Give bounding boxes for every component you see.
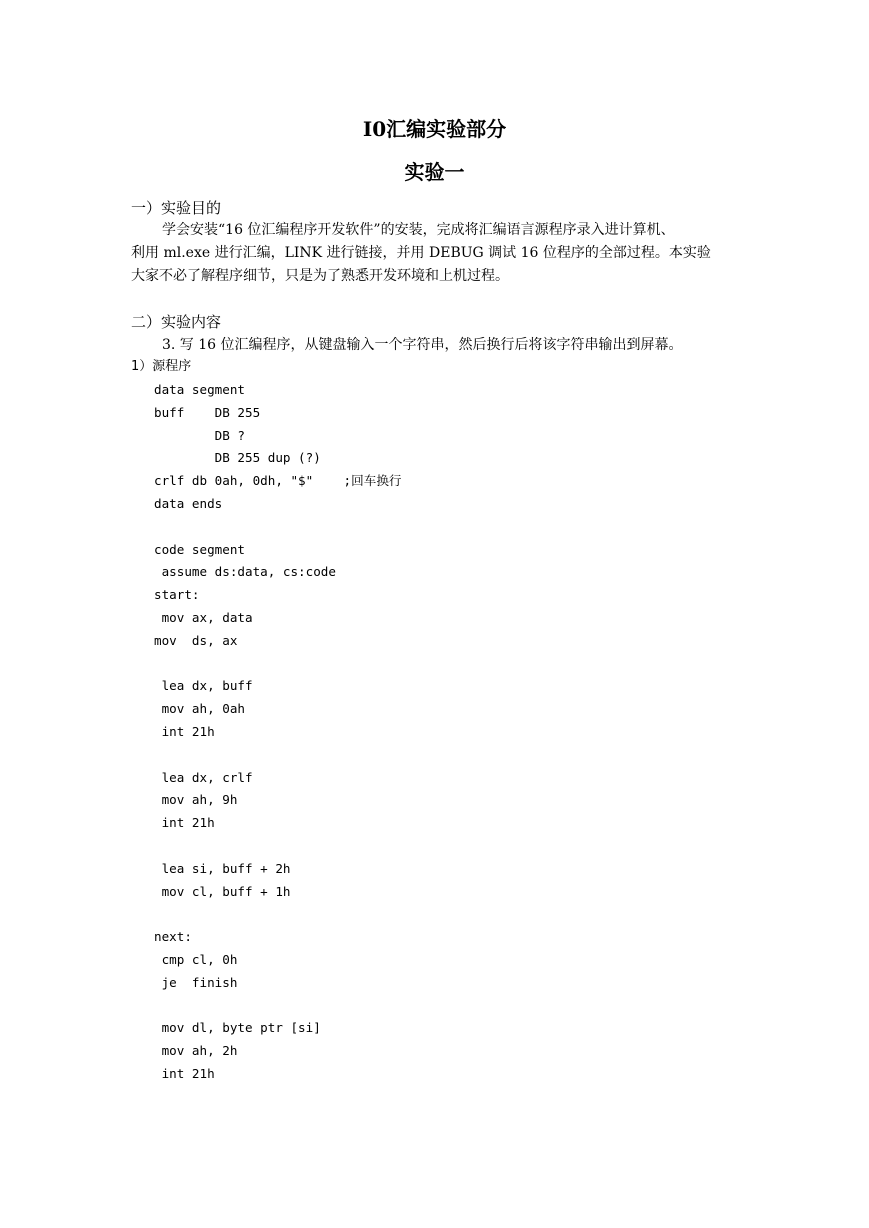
code-line: je finish — [154, 974, 238, 990]
purpose-line-1: 学会安装“16 位汇编程序开发软件”的安装，完成将汇编语言源程序录入进计算机、 — [162, 222, 675, 238]
code-line: DB 255 dup (?) — [154, 450, 321, 466]
code-line: mov ah, 0ah — [154, 701, 245, 717]
section-heading-content: 二）实验内容 — [131, 313, 222, 331]
purpose-line-2: 利用 ml.exe 进行汇编，LINK 进行链接，并用 DEBUG 调试 16 位程序的全部过程。本实验 — [131, 245, 711, 261]
code-line: mov ah, 2h — [154, 1043, 238, 1059]
code-line: start: — [154, 587, 200, 603]
code-line: mov cl, buff + 1h — [154, 883, 291, 899]
code-line: data ends — [154, 495, 223, 511]
code-line: next: — [154, 929, 192, 945]
code-line: int 21h — [154, 1065, 215, 1081]
purpose-line-3: 大家不必了解程序细节，只是为了熟悉开发环境和上机过程。 — [131, 268, 509, 284]
code-line: mov ds, ax — [154, 632, 238, 648]
code-line — [154, 516, 402, 539]
task-description: 3. 写 16 位汇编程序，从键盘输入一个字符串，然后换行后将该字符串输出到屏幕。 — [162, 337, 683, 353]
code-line — [154, 744, 402, 767]
code-line: data segment — [154, 382, 245, 397]
code-line: lea si, buff + 2h — [154, 860, 291, 876]
code-line: mov ah, 9h — [154, 792, 238, 808]
code-line: lea dx, buff — [154, 678, 253, 694]
document-title: I0汇编实验部分 — [362, 117, 507, 141]
experiment-title: 实验一 — [404, 160, 465, 184]
code-line: mov ax, data — [154, 609, 253, 625]
code-line — [154, 653, 402, 676]
code-line: DB ? — [154, 427, 245, 443]
code-line: code segment — [154, 541, 245, 557]
section-heading-purpose: 一）实验目的 — [131, 199, 222, 217]
code-line: assume ds:data, cs:code — [154, 564, 336, 580]
source-program-heading: 1）源程序 — [131, 359, 192, 374]
code-line — [154, 835, 402, 858]
code-line: lea dx, crlf — [154, 769, 253, 785]
code-line — [154, 903, 402, 926]
code-line — [154, 995, 402, 1018]
code-line: mov dl, byte ptr [si] — [154, 1020, 321, 1036]
code-line: int 21h — [154, 815, 215, 831]
source-code-block — [154, 379, 402, 1086]
code-line: crlf db 0ah, 0dh, "$" ;回车换行 — [154, 473, 402, 489]
code-line: int 21h — [154, 723, 215, 739]
code-line: cmp cl, 0h — [154, 951, 238, 967]
code-line: buff DB 255 — [154, 404, 261, 420]
